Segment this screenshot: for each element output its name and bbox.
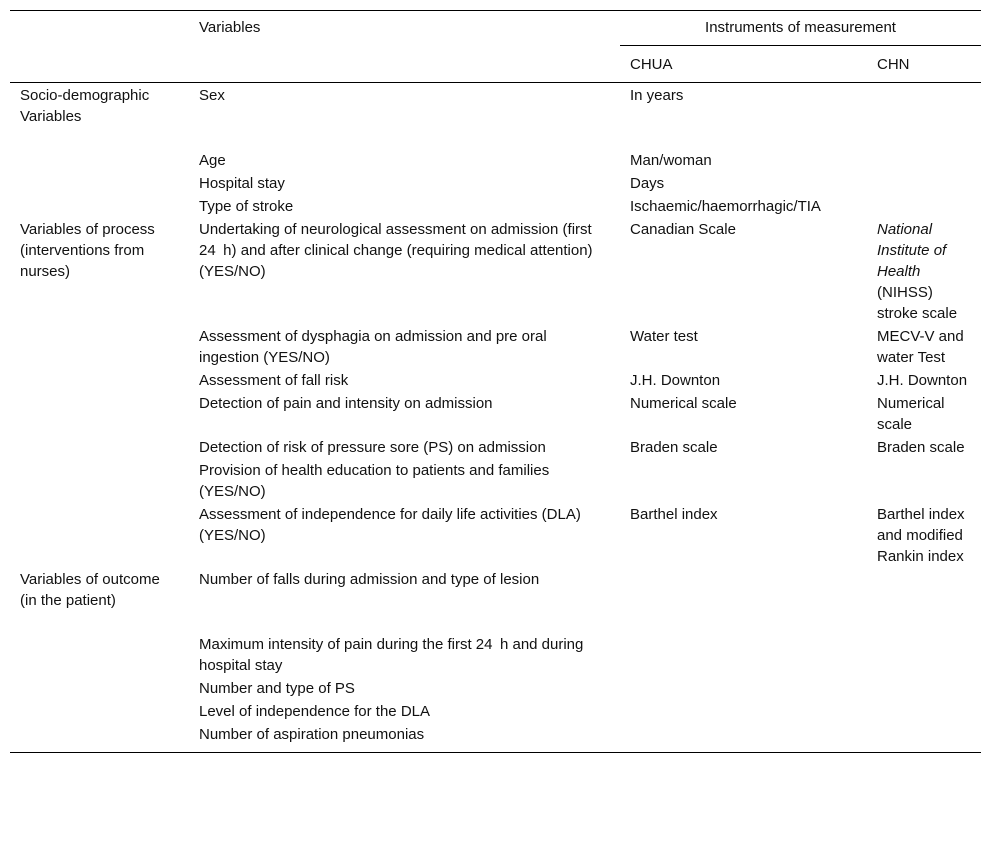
header-empty <box>10 11 189 46</box>
table-row <box>10 504 981 569</box>
header-row-2 <box>10 46 981 83</box>
variable-cell: Undertaking of neurological assessment on admission (first 24 h) and after clinical change (requiring medical attention) (YES/NO) <box>199 221 593 280</box>
group-cell <box>10 173 189 196</box>
variable-cell: Number of falls during admission and type of lesion <box>199 571 540 588</box>
chua-cell: J.H. Downton <box>630 372 721 389</box>
table-row <box>10 701 981 724</box>
variable-cell: Assessment of fall risk <box>199 372 349 389</box>
variable-cell: Assessment of independence for daily life activities (DLA) (YES/NO) <box>199 506 581 544</box>
variable-cell: Provision of health education to patients and families (YES/NO) <box>199 462 550 500</box>
table-row <box>10 219 981 326</box>
chn-cell <box>867 634 981 678</box>
variable-cell: Detection of pain and intensity on admission <box>199 395 493 412</box>
group-cell <box>10 437 189 460</box>
table-row <box>10 460 981 504</box>
table-row <box>10 150 981 173</box>
chn-cell <box>867 460 981 504</box>
chn-text: (NIHSS) stroke scale <box>877 284 958 322</box>
table-row <box>10 370 981 393</box>
variable-cell: Detection of risk of pressure sore (PS) on admission <box>199 439 546 456</box>
chua-cell <box>620 678 867 701</box>
chn-cell <box>867 701 981 724</box>
group-cell: Variables of process (interventions from nurses) <box>20 221 155 280</box>
variable-cell: Number and type of PS <box>199 680 355 697</box>
chua-cell: Braden scale <box>630 439 718 456</box>
group-cell <box>10 724 189 753</box>
variable-cell: Maximum intensity of pain during the first 24 h and during hospital stay <box>199 636 584 674</box>
table-row <box>10 393 981 437</box>
chua-cell: Barthel index <box>630 506 718 523</box>
chn-italic-text: National Institute of Health <box>877 221 947 280</box>
header-row-1 <box>10 11 981 46</box>
chua-cell <box>620 724 867 753</box>
chn-cell <box>867 219 981 326</box>
variable-cell: Hospital stay <box>199 175 285 192</box>
chua-cell: Man/woman <box>630 152 712 169</box>
table-row <box>10 83 981 151</box>
chn-cell: Braden scale <box>877 439 965 456</box>
chn-cell <box>867 196 981 219</box>
variable-cell: Age <box>199 152 226 169</box>
chua-cell: Water test <box>630 328 698 345</box>
table-row <box>10 634 981 678</box>
group-cell <box>10 196 189 219</box>
table-row <box>10 196 981 219</box>
chua-cell: Days <box>630 175 665 192</box>
group-cell <box>10 150 189 173</box>
chua-cell <box>620 569 867 634</box>
chua-cell: In years <box>630 87 684 104</box>
chn-cell: Barthel index and modified Rankin index <box>877 506 965 565</box>
chn-cell <box>867 150 981 173</box>
group-cell <box>10 326 189 370</box>
variable-cell: Number of aspiration pneumonias <box>189 724 620 753</box>
table-row <box>10 678 981 701</box>
group-cell <box>10 634 189 678</box>
chua-cell <box>620 460 867 504</box>
chn-cell <box>867 678 981 701</box>
variable-cell: Type of stroke <box>199 198 294 215</box>
header-chua: CHUA <box>630 56 673 73</box>
header-variables: Variables <box>199 19 261 36</box>
chua-cell <box>620 701 867 724</box>
chn-cell <box>867 173 981 196</box>
group-cell <box>10 701 189 724</box>
header-chn: CHN <box>877 56 910 73</box>
group-cell <box>10 504 189 569</box>
chn-cell <box>867 724 981 753</box>
table-row <box>10 437 981 460</box>
chua-cell: Canadian Scale <box>630 221 736 238</box>
chn-cell: MECV-V and water Test <box>877 328 964 366</box>
table-row <box>10 173 981 196</box>
chua-cell: Ischaemic/haemorrhagic/TIA <box>630 198 821 215</box>
chua-cell <box>620 634 867 678</box>
variable-cell: Sex <box>199 87 225 104</box>
chn-cell <box>867 83 981 151</box>
measurement-table-container <box>10 10 981 753</box>
group-cell <box>10 678 189 701</box>
header-instruments: Instruments of measurement <box>620 11 981 46</box>
variable-cell: Level of independence for the DLA <box>199 703 430 720</box>
table-row <box>10 569 981 634</box>
measurement-table <box>10 10 981 753</box>
group-cell <box>10 370 189 393</box>
table-row <box>10 724 981 753</box>
group-cell: Socio-demographic Variables <box>20 87 150 125</box>
chn-cell: Numerical scale <box>877 395 945 433</box>
group-cell: Variables of outcome (in the patient) <box>20 571 160 609</box>
chn-cell: J.H. Downton <box>877 372 968 389</box>
chua-cell: Numerical scale <box>630 395 737 412</box>
table-row <box>10 326 981 370</box>
group-cell <box>10 460 189 504</box>
variable-cell: Assessment of dysphagia on admission and pre oral ingestion (YES/NO) <box>199 328 547 366</box>
group-cell <box>10 393 189 437</box>
chn-cell <box>867 569 981 634</box>
